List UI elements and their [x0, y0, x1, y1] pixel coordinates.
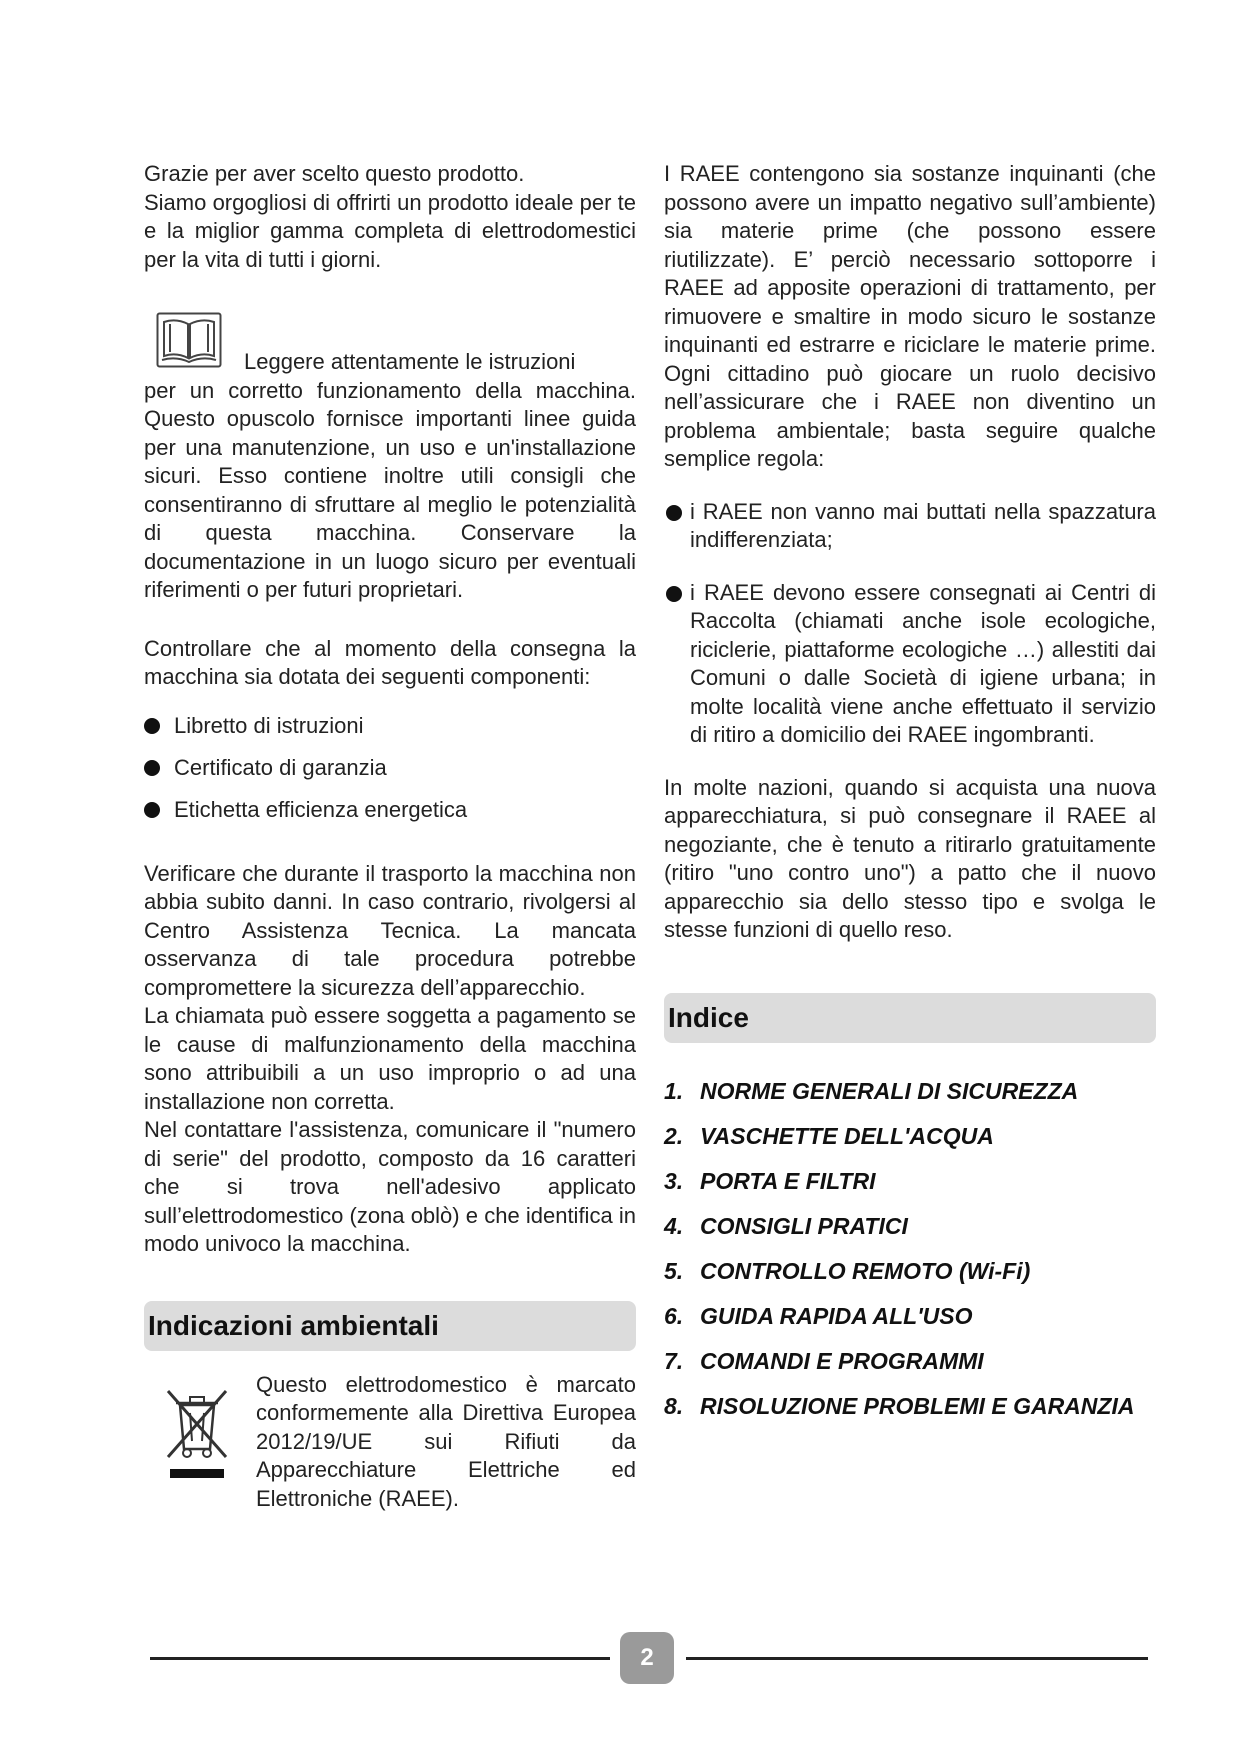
raee-rules-list	[664, 498, 1156, 750]
read-instructions-heading: Leggere attentamente le istruzioni	[244, 349, 576, 374]
bullet-icon	[666, 586, 682, 602]
toc-item-3[interactable]: 3. PORTA E FILTRI	[664, 1167, 876, 1194]
intro-thanks: Grazie per aver scelto questo prodotto.	[144, 161, 525, 186]
intro-pride: Siamo orgogliosi di offrirti un prodotto ideale per te e la miglior gamma completa di elettrodomestici per la vita di tutti i giorni.	[144, 189, 636, 272]
left-column	[144, 160, 636, 1513]
index-heading: Indice	[664, 993, 1156, 1043]
toc-item-7[interactable]: 7. COMANDI E PROGRAMMI	[664, 1347, 984, 1374]
toc-item-2[interactable]: 2. VASCHETTE DELL'ACQUA	[664, 1122, 994, 1149]
book-icon	[156, 312, 222, 368]
serial-number-text: Nel contattare l'assistenza, comunicare il "numero di serie" del prodotto, composto da 16 caratteri che si trova nell'adesivo applicato sull’elettrodomestico (zona oblò) e che identifica in modo univoco la macchina.	[144, 1117, 636, 1256]
toc-item-5[interactable]: 5. CONTROLLO REMOTO (Wi-Fi)	[664, 1257, 1031, 1284]
list-item: Etichetta efficienza energetica	[144, 796, 636, 824]
footer-rule-right	[686, 1657, 1148, 1660]
list-item: Certificato di garanzia	[144, 754, 636, 782]
bullet-icon	[144, 760, 160, 776]
nations-text: In molte nazioni, quando si acquista una nuova apparecchiatura, si può consegnare il RAEE al negoziante, che è tenuto a ritirarlo gratuitamente (ritiro "uno contro uno") a patto che il nuovo apparecchio sia dello stesso tipo e svolga le stesse funzioni di quello reso.	[664, 774, 1156, 942]
bullet-icon	[144, 802, 160, 818]
footer-rule-left	[150, 1657, 610, 1660]
bullet-icon	[144, 718, 160, 734]
right-column	[664, 160, 1156, 1437]
service-call-text: La chiamata può essere soggetta a pagamento se le cause di malfunzionamento della macchina sono attribuibili a un uso improprio o ad una installazione non corretta.	[144, 1003, 636, 1114]
page-number-badge: 2	[620, 1632, 674, 1684]
verify-damage-text: Verificare che durante il trasporto la macchina non abbia subito danni. In caso contrario, rivolgersi al Centro Assistenza Tecnica. La mancata osservanza di tale procedura potrebbe compromettere la sicurezza dell’apparecchio.	[144, 860, 636, 1000]
components-list	[144, 712, 636, 824]
check-components-text: Controllare che al momento della consegna la macchina sia dotata dei seguenti componenti:	[144, 635, 636, 689]
list-item: i RAEE non vanno mai buttati nella spazzatura indifferenziata;	[664, 498, 1156, 555]
table-of-contents	[664, 1077, 1156, 1420]
raee-text: I RAEE contengono sia sostanze inquinanti (che possono avere un impatto negativo sull’ambiente) sia materie prime (che possono essere riutilizzate). E’ perciò necessario sottoporre i RAEE ad apposite operazioni di trattamento, per rimuovere e smaltire in modo sicuro le sostanze inquinanti ed estrarre e riciclare le materie prime. Ogni cittadino può giocare un ruolo decisivo nell’assicurare che i RAEE non diventino un problema ambientale; basta seguire qualche semplice regola:	[664, 161, 1156, 471]
list-item: Libretto di istruzioni	[144, 712, 636, 740]
bullet-icon	[666, 505, 682, 521]
toc-item-6[interactable]: 6. GUIDA RAPIDA ALL'USO	[664, 1302, 973, 1329]
read-instructions-block	[144, 312, 636, 605]
crossed-bin-icon	[162, 1383, 232, 1479]
read-instructions-text: per un corretto funzionamento della macchina. Questo opuscolo fornisce importanti linee guida per una manutenzione, un uso e un'installazione sicuri. Esso contiene inoltre utili consigli che consentiranno di sfruttare al meglio le potenzialità di questa macchina. Conservare la documentazione in un luogo sicuro per eventuali riferimenti o per futuri proprietari.	[144, 377, 636, 602]
list-item: i RAEE devono essere consegnati ai Centri di Raccolta (chiamati anche isole ecologiche, riciclerie, piattaforme ecologiche …) allestiti dai Comuni o dalle Società di igiene urbana; in molte località viene anche effettuato il servizio di ritiro a domicilio dei RAEE ingombranti.	[664, 579, 1156, 750]
toc-item-8[interactable]: 8. RISOLUZIONE PROBLEMI E GARANZIA	[664, 1392, 1135, 1419]
environment-heading: Indicazioni ambientali	[144, 1301, 636, 1351]
toc-item-1[interactable]: 1. NORME GENERALI DI SICUREZZA	[664, 1077, 1079, 1104]
toc-item-4[interactable]: 4. CONSIGLI PRATICI	[664, 1212, 908, 1239]
weee-text: Questo elettrodomestico è marcato conformemente alla Direttiva Europea 2012/19/UE sui Rifiuti da Apparecchiature Elettriche ed Elettroniche (RAEE).	[256, 1371, 636, 1511]
weee-block	[144, 1371, 636, 1514]
